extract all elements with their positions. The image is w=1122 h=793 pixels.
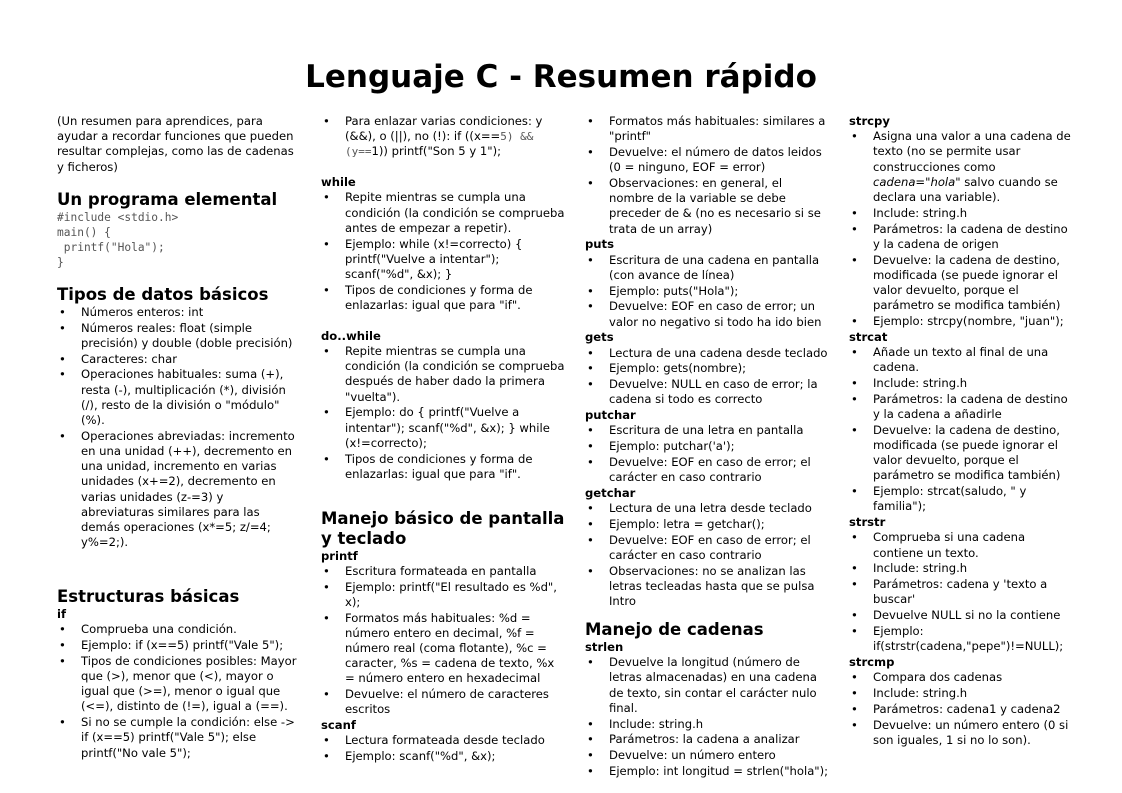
list-item: • Devuelve: EOF en caso de error; el carácter en caso contrario bbox=[585, 455, 830, 485]
list-item: • Ejemplo: if (x==5) printf("Vale 5"); bbox=[57, 638, 297, 653]
while-list bbox=[321, 190, 565, 313]
strcmp-list bbox=[849, 670, 1071, 748]
strcpy-text-post: salvo cuando se declara una variable). bbox=[873, 174, 1058, 205]
section-heading-pantalla: Manejo básico de pantalla y teclado bbox=[321, 508, 565, 548]
list-item: • Repite mientras se cumpla una condición (la condición se comprueba antes de empezar a repetir). bbox=[321, 190, 565, 236]
getchar-list bbox=[585, 501, 830, 609]
list-item: • Caracteres: char bbox=[57, 352, 297, 367]
scanf-list-cont bbox=[585, 114, 830, 237]
list-item: • Devuelve: el número de caracteres escritos bbox=[321, 687, 565, 717]
list-item: • Escritura de una letra en pantalla bbox=[585, 423, 830, 438]
list-item: • Escritura de una cadena en pantalla (con avance de línea) bbox=[585, 253, 830, 283]
list-item: • Ejemplo: letra = getchar(); bbox=[585, 517, 830, 532]
list-item: • Si no se cumple la condición: else -> if (x==5) printf("Vale 5"); else printf("No vale 5"); bbox=[57, 715, 297, 761]
gets-list bbox=[585, 346, 830, 408]
code-line: main() { bbox=[57, 225, 111, 239]
code-line: #include <stdio.h> bbox=[57, 210, 179, 224]
list-item: • Ejemplo: strcpy(nombre, "juan"); bbox=[849, 314, 1071, 329]
strcpy-text-italic: cadena="hola" bbox=[873, 174, 961, 189]
strcpy-text-pre: Asigna una valor a una cadena de texto (no se permite usar construcciones como bbox=[873, 129, 1071, 174]
subheading-strcpy: strcpy bbox=[849, 114, 890, 128]
enlazar-text-post: 1)) printf("Son 5 y 1"); bbox=[371, 144, 502, 159]
list-item: • Include: string.h bbox=[849, 206, 1071, 221]
list-item: • Operaciones habituales: suma (+), resta (-), multiplicación (*), división (/), resto de la división o "módulo" (%). bbox=[57, 367, 297, 428]
list-item: • Repite mientras se cumpla una condición (la condición se comprueba después de haber dado la primera "vuelta"). bbox=[321, 344, 565, 405]
section-heading-tipos: Tipos de datos básicos bbox=[57, 284, 269, 304]
column-4 bbox=[849, 114, 1071, 749]
list-item: • Ejemplo: printf("El resultado es %d", x); bbox=[321, 580, 565, 610]
list-item: • Lectura de una cadena desde teclado bbox=[585, 346, 830, 361]
section-heading-programa: Un programa elemental bbox=[57, 189, 278, 209]
putchar-list bbox=[585, 423, 830, 485]
subheading-printf: printf bbox=[321, 548, 358, 563]
list-item: • Lectura formateada desde teclado bbox=[321, 733, 565, 748]
column-2 bbox=[321, 114, 565, 765]
list-item: • Formatos más habituales: similares a "printf" bbox=[585, 114, 830, 144]
subheading-strlen: strlen bbox=[585, 640, 624, 654]
enlazar-list bbox=[321, 114, 565, 160]
subheading-getchar: getchar bbox=[585, 486, 636, 500]
list-item: • Devuelve la longitud (número de letras almacenadas) en una cadena de texto, sin contar el carácter nulo final. bbox=[585, 655, 830, 716]
subheading-scanf: scanf bbox=[321, 718, 356, 733]
list-item: • Números reales: float (simple precisión) y double (doble precisión) bbox=[57, 321, 297, 351]
list-item: • Devuelve: la cadena de destino, modificada (se puede ignorar el valor devuelto, porque el parámetro se modifica también) bbox=[849, 423, 1071, 484]
code-line: printf("Hola"); bbox=[57, 240, 165, 254]
puts-list bbox=[585, 253, 830, 330]
enlazar-text-mono: 5) && (y== bbox=[345, 130, 534, 159]
list-item: • Parámetros: la cadena de destino y la cadena a añadirle bbox=[849, 392, 1071, 422]
list-item: • Devuelve: EOF en caso de error; un valor no negativo si todo ha ido bien bbox=[585, 299, 830, 329]
if-list bbox=[57, 622, 297, 761]
section-heading-estructuras: Estructuras básicas bbox=[57, 587, 240, 607]
page-title: Lenguaje C - Resumen rápido bbox=[305, 59, 817, 95]
scanf-list bbox=[321, 733, 565, 764]
column-1 bbox=[57, 114, 297, 761]
list-item: • Devuelve: el número de datos leidos (0 = ninguno, EOF = error) bbox=[585, 145, 830, 175]
list-item: • Ejemplo: int longitud = strlen("hola"); bbox=[585, 764, 830, 779]
subheading-strcmp: strcmp bbox=[849, 655, 895, 670]
list-item: • Compara dos cadenas bbox=[849, 670, 1071, 685]
list-item: • Ejemplo: strcat(saludo, " y familia"); bbox=[849, 484, 1071, 514]
list-item: • Ejemplo: gets(nombre); bbox=[585, 361, 830, 376]
list-item: • Comprueba si una cadena contiene un texto. bbox=[849, 530, 1071, 560]
list-item: • Devuelve: un número entero bbox=[585, 748, 830, 763]
code-line: } bbox=[57, 255, 64, 269]
list-item: • Números enteros: int bbox=[57, 305, 297, 320]
tipos-list bbox=[57, 305, 297, 551]
list-item: • Include: string.h bbox=[849, 561, 1071, 576]
list-item: • Devuelve: EOF en caso de error; el carácter en caso contrario bbox=[585, 533, 830, 563]
list-item: • Observaciones: no se analizan las letras tecleadas hasta que se pulsa Intro bbox=[585, 564, 830, 610]
list-item: • Operaciones abreviadas: incremento en una unidad (++), decremento en una unidad, incremento en varias unidades (x+=2), decremento en varias unidades (z-=3) y abreviaturas similares para las demás operaciones (x*=5; z/=4; y%=2;). bbox=[57, 429, 297, 551]
list-item: • Tipos de condiciones posibles: Mayor que (>), menor que (<), mayor o igual que (>=), menor o igual que (<=), distinto de (!=), igual a (==). bbox=[57, 654, 297, 715]
strlen-list bbox=[585, 655, 830, 779]
strcat-list bbox=[849, 345, 1071, 515]
subheading-puts: puts bbox=[585, 237, 614, 252]
subheading-dowhile: do..while bbox=[321, 328, 381, 343]
list-item: • Formatos más habituales: %d = número entero en decimal, %f = número real (coma flotante), %c = caracter, %s = cadena de texto, %x = número entero en hexadecimal bbox=[321, 611, 565, 687]
list-item: • Devuelve: NULL en caso de error; la cadena si todo es correcto bbox=[585, 377, 830, 407]
list-item: • Comprueba una condición. bbox=[57, 622, 297, 637]
list-item: • Tipos de condiciones y forma de enlazarlas: igual que para "if". bbox=[321, 283, 565, 313]
list-item: • Añade un texto al final de una cadena. bbox=[849, 345, 1071, 375]
list-item: • Ejemplo: while (x!=correcto) { printf("Vuelve a intentar"); scanf("%d", &x); } bbox=[321, 237, 565, 283]
list-item: • Tipos de condiciones y forma de enlazarlas: igual que para "if". bbox=[321, 452, 565, 482]
subheading-if: if bbox=[57, 607, 67, 622]
strcpy-list bbox=[849, 129, 1071, 329]
subheading-strcat: strcat bbox=[849, 329, 888, 344]
list-item: • Lectura de una letra desde teclado bbox=[585, 501, 830, 516]
list-item: • Include: string.h bbox=[585, 717, 830, 732]
list-item: • Ejemplo: putchar('a'); bbox=[585, 439, 830, 454]
list-item: • Parámetros: la cadena de destino y la cadena de origen bbox=[849, 222, 1071, 252]
list-item: • Ejemplo: if(strstr(cadena,"pepe")!=NULL); bbox=[849, 624, 1071, 654]
subheading-while: while bbox=[321, 175, 356, 190]
list-item: • Devuelve: un número entero (0 si son iguales, 1 si no lo son). bbox=[849, 718, 1071, 748]
strstr-list bbox=[849, 530, 1071, 654]
list-item: • Observaciones: en general, el nombre de la variable se debe preceder de & (no es necesario si se trata de un array) bbox=[585, 176, 830, 237]
list-item: • Include: string.h bbox=[849, 376, 1071, 391]
printf-list bbox=[321, 564, 565, 718]
intro-text: (Un resumen para aprendices, para ayudar a recordar funciones que pueden resultar complejas, como las de cadenas y ficheros) bbox=[57, 114, 294, 174]
list-item: • Devuelve NULL si no la contiene bbox=[849, 608, 1071, 623]
list-item: • Parámetros: la cadena a analizar bbox=[585, 732, 830, 747]
subheading-strstr: strstr bbox=[849, 515, 886, 530]
subheading-gets: gets bbox=[585, 330, 614, 345]
list-item: • Escritura formateada en pantalla bbox=[321, 564, 565, 579]
section-heading-cadenas: Manejo de cadenas bbox=[585, 620, 764, 639]
list-item: • Ejemplo: scanf("%d", &x); bbox=[321, 749, 565, 764]
list-item: • Include: string.h bbox=[849, 686, 1071, 701]
list-item: • Parámetros: cadena y 'texto a buscar' bbox=[849, 577, 1071, 607]
list-item bbox=[849, 129, 1071, 205]
column-3 bbox=[585, 114, 830, 780]
list-item: • Devuelve: la cadena de destino, modificada (se puede ignorar el valor devuelto, porque el parámetro se modifica también) bbox=[849, 253, 1071, 314]
subheading-putchar: putchar bbox=[585, 408, 636, 423]
dowhile-list bbox=[321, 344, 565, 482]
list-item: • Parámetros: cadena1 y cadena2 bbox=[849, 702, 1071, 717]
list-item: • Ejemplo: puts("Hola"); bbox=[585, 284, 830, 299]
list-item bbox=[321, 114, 565, 160]
list-item: • Ejemplo: do { printf("Vuelve a intentar"); scanf("%d", &x); } while (x!=correcto); bbox=[321, 405, 565, 451]
enlazar-text-pre: Para enlazar varias condiciones: y (&&), o (||), no (!): if ((x== bbox=[345, 114, 543, 144]
